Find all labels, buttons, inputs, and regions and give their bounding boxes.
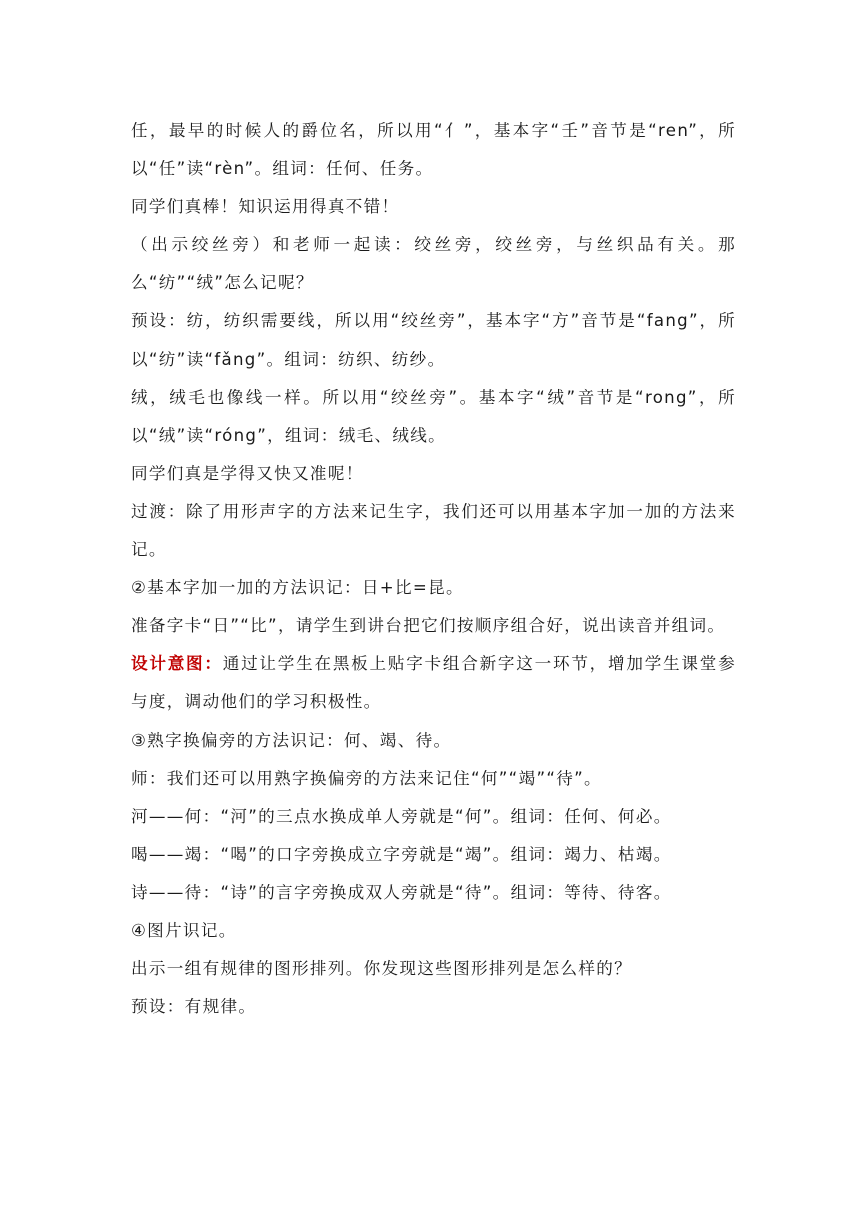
paragraph-dai: 诗——待：“诗”的言字旁换成双人旁就是“待”。组词：等待、待客。 xyxy=(131,882,672,902)
design-intent-note xyxy=(131,645,736,721)
paragraph-pattern: 出示一组有规律的图形排列。你发现这些图形排列是怎么样的？ xyxy=(131,959,633,979)
paragraph-answer: 预设：有规律。 xyxy=(131,997,257,1017)
document-body xyxy=(131,112,736,1026)
paragraph-rong: 绒，绒毛也像线一样。所以用“绞丝旁”。基本字“绒”音节是“rong”，所以“绒”读“róng”，组词：绒毛、绒线。 xyxy=(131,387,736,445)
paragraph-he: 河——何：“河”的三点水换成单人旁就是“何”。组词：任何、何必。 xyxy=(131,806,672,826)
design-intent-label: 设计意图： xyxy=(131,654,223,674)
paragraph-praise-2: 同学们真是学得又快又准呢！ xyxy=(131,463,364,483)
paragraph-ren: 任，最早的时候人的爵位名，所以用“亻”，基本字“壬”音节是“ren”，所以“任”读“rèn”。组词：任何、任务。 xyxy=(131,121,736,179)
design-intent-text: 通过让学生在黑板上贴字卡组合新字这一环节，增加学生课堂参与度，调动他们的学习积极性。 xyxy=(131,654,736,712)
heading-picture-method: ④图片识记。 xyxy=(131,920,237,940)
paragraph-fang: 预设：纺，纺织需要线，所以用“绞丝旁”，基本字“方”音节是“fang”，所以“纺”读“fǎng”。组词：纺织、纺纱。 xyxy=(131,311,736,369)
paragraph-transition: 过渡：除了用形声字的方法来记生字，我们还可以用基本字加一加的方法来记。 xyxy=(131,501,736,560)
paragraph-word-cards: 准备字卡“日”“比”，请学生到讲台把它们按顺序组合好，说出读音并组词。 xyxy=(131,616,726,636)
heading-radical-swap: ③熟字换偏旁的方法识记：何、竭、待。 xyxy=(131,730,452,750)
paragraph-jie: 喝——竭：“喝”的口字旁换成立字旁就是“竭”。组词：竭力、枯竭。 xyxy=(131,844,672,864)
heading-add-method: ②基本字加一加的方法识记：日+比=昆。 xyxy=(131,578,464,598)
paragraph-teacher: 师：我们还可以用熟字换偏旁的方法来记住“何”“竭”“待”。 xyxy=(131,768,602,788)
paragraph-praise: 同学们真棒！知识运用得真不错！ xyxy=(131,197,400,217)
paragraph-silk-radical: （出示绞丝旁）和老师一起读：绞丝旁，绞丝旁，与丝织品有关。那么“纺”“绒”怎么记呢？ xyxy=(131,235,736,293)
